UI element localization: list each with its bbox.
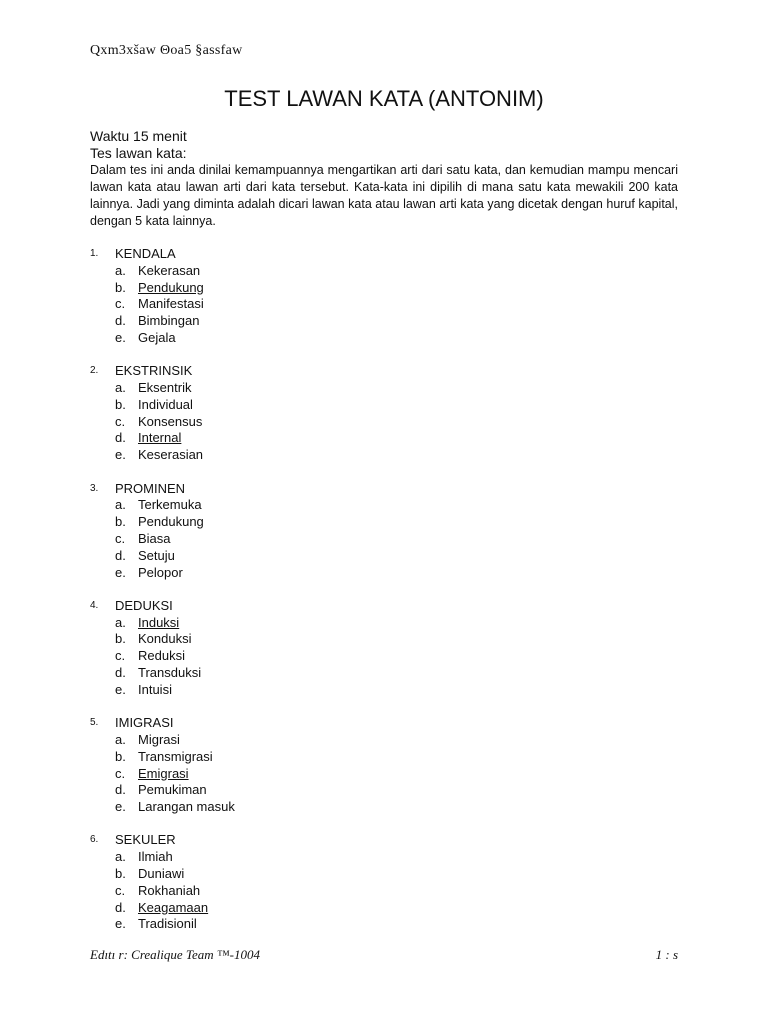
question-number: 1. xyxy=(90,248,99,259)
option-letter: d. xyxy=(115,899,126,915)
answer-option xyxy=(90,849,678,866)
question-number: 3. xyxy=(90,482,99,494)
answer-option xyxy=(90,296,678,313)
question-item xyxy=(90,363,678,464)
option-text: Keserasian xyxy=(138,447,204,463)
question-item xyxy=(90,598,678,699)
option-text: Eksentrik xyxy=(138,380,192,396)
answer-option xyxy=(90,749,678,766)
option-letter: e. xyxy=(115,799,126,815)
option-text: Transduksi xyxy=(138,665,202,681)
option-letter: d. xyxy=(115,782,126,798)
question-header xyxy=(90,481,678,498)
question-number: 2. xyxy=(90,365,99,377)
intro-subtitle: Tes lawan kata: xyxy=(90,145,187,161)
option-text: Terkemuka xyxy=(138,497,202,513)
answer-option xyxy=(90,397,678,414)
answer-option xyxy=(90,565,678,582)
question-item xyxy=(90,481,678,582)
answer-option xyxy=(90,682,678,699)
question-number: 4. xyxy=(90,599,99,611)
option-text: Larangan masuk xyxy=(138,799,235,815)
option-text: Tradisionil xyxy=(138,916,197,932)
option-text: Transmigrasi xyxy=(138,748,213,764)
option-text-answer: Pendukung xyxy=(138,279,204,295)
option-letter: d. xyxy=(115,665,126,681)
option-letter: d. xyxy=(115,313,126,329)
question-word: EKSTRINSIK xyxy=(115,363,193,379)
answer-option xyxy=(90,782,678,799)
answer-option xyxy=(90,280,678,297)
question-header xyxy=(90,715,678,732)
option-letter: a. xyxy=(115,731,126,747)
intro-paragraph: Dalam tes ini anda dinilai kemampuannya mengartikan arti dari satu kata, dan kemudian mampu mencari lawan kata atau lawan arti dari kata tersebut. Kata-kata ini dipilih di mana satu kata mewakili 200 kata lainnya. Jadi yang diminta adalah dicari lawan kata atau lawan arti kata yang dicetak dengan huruf kapital, dengan 5 kata lainnya. xyxy=(90,163,678,228)
answer-option xyxy=(90,330,678,347)
option-text: Konsensus xyxy=(138,413,203,429)
time-limit: Waktu 15 menit xyxy=(90,128,187,144)
answer-option xyxy=(90,447,678,464)
page-header: Qxm3xšaw Θoa5 §assfaw xyxy=(90,43,243,58)
answer-option xyxy=(90,313,678,330)
answer-option xyxy=(90,665,678,682)
question-word: IMIGRASI xyxy=(115,715,174,731)
question-header xyxy=(90,246,678,263)
option-letter: d. xyxy=(115,547,126,563)
option-text: Reduksi xyxy=(138,648,185,664)
answer-option xyxy=(90,648,678,665)
option-letter: c. xyxy=(115,530,126,546)
answer-option xyxy=(90,263,678,280)
option-text: Bimbingan xyxy=(138,313,200,329)
option-letter: b. xyxy=(115,396,126,412)
option-text: Kekerasan xyxy=(138,262,201,278)
question-number: 6. xyxy=(90,834,99,846)
answer-option xyxy=(90,414,678,431)
answer-option xyxy=(90,380,678,397)
option-letter: b. xyxy=(115,748,126,764)
option-text: Pelopor xyxy=(138,564,183,580)
option-text: Gejala xyxy=(138,329,176,345)
answer-option xyxy=(90,916,678,933)
option-text: Rokhaniah xyxy=(138,882,201,898)
option-text: Pendukung xyxy=(138,514,204,530)
option-text: Setuju xyxy=(138,547,175,563)
option-letter: a. xyxy=(115,380,126,396)
question-word: DEDUKSI xyxy=(115,597,173,613)
answer-option xyxy=(90,497,678,514)
option-text: Individual xyxy=(138,396,193,412)
option-text: Ilmiah xyxy=(138,849,173,865)
option-letter: e. xyxy=(115,681,126,697)
answer-option xyxy=(90,866,678,883)
option-text: Duniawi xyxy=(138,866,185,881)
answer-option xyxy=(90,615,678,632)
option-letter: c. xyxy=(115,765,126,781)
footer-editor: Edıtı r: Crealique Team ™-1004 xyxy=(90,947,260,962)
answer-option xyxy=(90,883,678,900)
option-letter: e. xyxy=(115,564,126,580)
option-letter: a. xyxy=(115,262,126,278)
option-letter: a. xyxy=(115,497,126,513)
question-header xyxy=(90,363,678,380)
option-letter: a. xyxy=(115,849,126,865)
answer-option xyxy=(90,430,678,447)
option-text-answer: Internal xyxy=(138,430,182,446)
question-item xyxy=(90,246,678,347)
question-item xyxy=(90,715,678,816)
option-letter: c. xyxy=(115,413,126,429)
question-list xyxy=(90,246,678,950)
answer-option xyxy=(90,531,678,548)
answer-option xyxy=(90,631,678,648)
option-letter: e. xyxy=(115,447,126,463)
option-text: Manifestasi xyxy=(138,296,204,312)
option-text: Migrasi xyxy=(138,731,180,747)
answer-option xyxy=(90,799,678,816)
page-number: 1 : s xyxy=(655,947,678,962)
answer-option xyxy=(90,548,678,565)
intro-section xyxy=(90,128,678,230)
question-word: SEKULER xyxy=(115,832,176,848)
answer-option xyxy=(90,900,678,917)
page-title: TEST LAWAN KATA (ANTONIM) xyxy=(224,86,544,111)
option-letter: c. xyxy=(115,296,126,312)
option-letter: b. xyxy=(115,279,126,295)
option-text: Intuisi xyxy=(138,681,172,697)
answer-option xyxy=(90,514,678,531)
option-text: Pemukiman xyxy=(138,782,207,798)
option-letter: a. xyxy=(115,614,126,630)
option-letter: b. xyxy=(115,866,126,881)
option-letter: b. xyxy=(115,631,126,647)
question-header xyxy=(90,832,678,849)
question-number: 5. xyxy=(90,717,99,729)
option-text-answer: Emigrasi xyxy=(138,765,189,781)
question-item xyxy=(90,832,678,933)
option-letter: c. xyxy=(115,648,126,664)
option-letter: c. xyxy=(115,882,126,898)
question-header xyxy=(90,598,678,615)
option-text: Konduksi xyxy=(138,631,192,647)
option-letter: d. xyxy=(115,430,126,446)
option-text-answer: Keagamaan xyxy=(138,899,209,915)
option-letter: e. xyxy=(115,329,126,345)
question-word: KENDALA xyxy=(115,246,176,261)
answer-option xyxy=(90,766,678,783)
answer-option xyxy=(90,732,678,749)
option-text: Biasa xyxy=(138,530,171,546)
option-letter: e. xyxy=(115,916,126,932)
option-letter: b. xyxy=(115,514,126,530)
option-text-answer: Induksi xyxy=(138,614,180,630)
question-word: PROMINEN xyxy=(115,480,186,496)
